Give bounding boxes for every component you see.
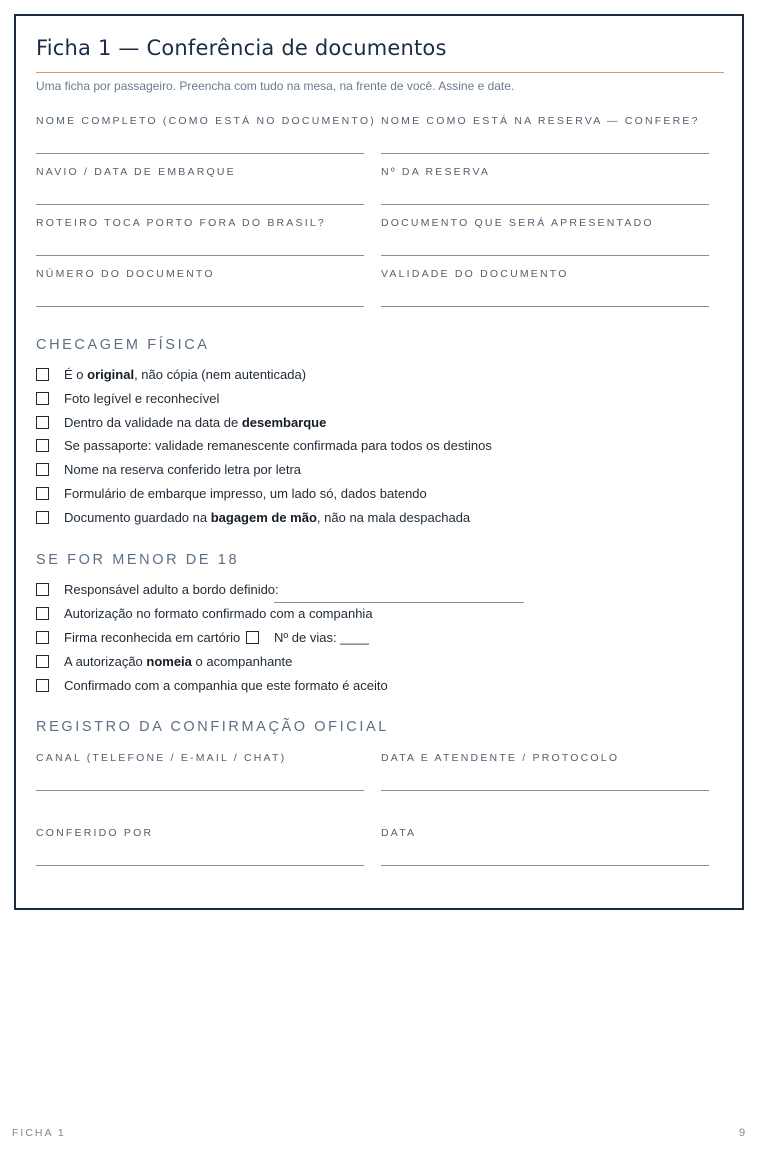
field-ship-date[interactable] [36, 204, 364, 205]
field-reservation-number[interactable] [381, 204, 709, 205]
field-channel[interactable] [36, 790, 364, 791]
page-number: 9 [739, 1127, 746, 1139]
checkbox[interactable] [36, 583, 49, 596]
section-title-official: REGISTRO DA CONFIRMAÇÃO OFICIAL [36, 719, 389, 735]
field-reservation-name[interactable] [381, 153, 709, 154]
field-full-name[interactable] [36, 153, 364, 154]
checkbox[interactable] [36, 392, 49, 405]
checkbox[interactable] [36, 463, 49, 476]
checkbox[interactable] [36, 368, 49, 381]
checkbox[interactable] [36, 679, 49, 692]
checkbox[interactable] [36, 655, 49, 668]
section-title-physical-check: CHECAGEM FÍSICA [36, 337, 210, 353]
field-date[interactable] [381, 865, 709, 866]
field-label-document-type: DOCUMENTO QUE SERÁ APRESENTADO [381, 217, 654, 229]
page-title: Ficha 1 — Conferência de documentos [36, 36, 447, 60]
field-label-attendant: DATA E ATENDENTE / PROTOCOLO [381, 752, 620, 764]
title-underline [36, 72, 724, 73]
field-label-document-number: NÚMERO DO DOCUMENTO [36, 268, 215, 280]
form-sheet: Ficha 1 — Conferência de documentos Uma ficha por passageiro. Preencha com tudo na mesa, na frente de você. Assine e date. NOME COMPLETO (COMO ESTÁ NO DOCUMENTO) NOME COMO ESTÁ NA RESERVA — CONFERE? NAVIO / DATA DE EMBARQUE Nº DA RESERVA ROTEIRO TOCA PORTO FORA DO BRASIL? DOCUMENTO QUE SERÁ APRESENTADO NÚMERO DO DOCUMENTO VALIDADE DO DOCUMENTO CHECAGEM FÍSICA É o original, não cópia (nem autenticada) Foto legível e reconhecível Dentro da validade na data de desembarque Se passaporte: validade remanescente confirmada para todos os destinos Nome na reserva conferido letra por letra Formulário de embarque impresso, um lado só, dados batendo Documento guardado na bagagem de mão, não na mala despachada SE FOR MENOR DE 18 Responsável adulto a bordo definido: Autorização no formato confirmado com a companhia Firma reconhecida em cartório Nº de vias: ____ A autorização nomeia o acompanhante Confirmado com a companhia que este formato é aceito REGISTRO DA CONFIRMAÇÃO OFICIAL CANAL (TELEFONE / E-MAIL / CHAT) DATA E ATENDENTE / PROTOCOLO CONFERIDO POR DATA [14, 14, 744, 910]
field-label-full-name: NOME COMPLETO (COMO ESTÁ NO DOCUMENTO) [36, 115, 376, 127]
field-document-type[interactable] [381, 255, 709, 256]
field-guardian-name[interactable] [274, 602, 524, 603]
field-label-date: DATA [381, 827, 417, 839]
field-attendant[interactable] [381, 790, 709, 791]
field-label-foreign-port: ROTEIRO TOCA PORTO FORA DO BRASIL? [36, 217, 326, 229]
footer-label: FICHA 1 [12, 1127, 66, 1139]
field-label-document-validity: VALIDADE DO DOCUMENTO [381, 268, 569, 280]
checkbox[interactable] [36, 416, 49, 429]
field-checked-by[interactable] [36, 865, 364, 866]
checkbox[interactable] [246, 631, 259, 644]
checkbox[interactable] [36, 439, 49, 452]
checkbox[interactable] [36, 487, 49, 500]
section-title-minor: SE FOR MENOR DE 18 [36, 552, 240, 568]
checkbox[interactable] [36, 631, 49, 644]
field-document-number[interactable] [36, 306, 364, 307]
field-document-validity[interactable] [381, 306, 709, 307]
field-label-channel: CANAL (TELEFONE / E-MAIL / CHAT) [36, 752, 287, 764]
field-label-checked-by: CONFERIDO POR [36, 827, 154, 839]
field-label-reservation-name: NOME COMO ESTÁ NA RESERVA — CONFERE? [381, 115, 700, 127]
checkbox[interactable] [36, 607, 49, 620]
page-subtitle: Uma ficha por passageiro. Preencha com tudo na mesa, na frente de você. Assine e date. [36, 79, 515, 93]
field-label-ship-date: NAVIO / DATA DE EMBARQUE [36, 166, 236, 178]
field-label-reservation-number: Nº DA RESERVA [381, 166, 491, 178]
checkbox[interactable] [36, 511, 49, 524]
field-foreign-port[interactable] [36, 255, 364, 256]
